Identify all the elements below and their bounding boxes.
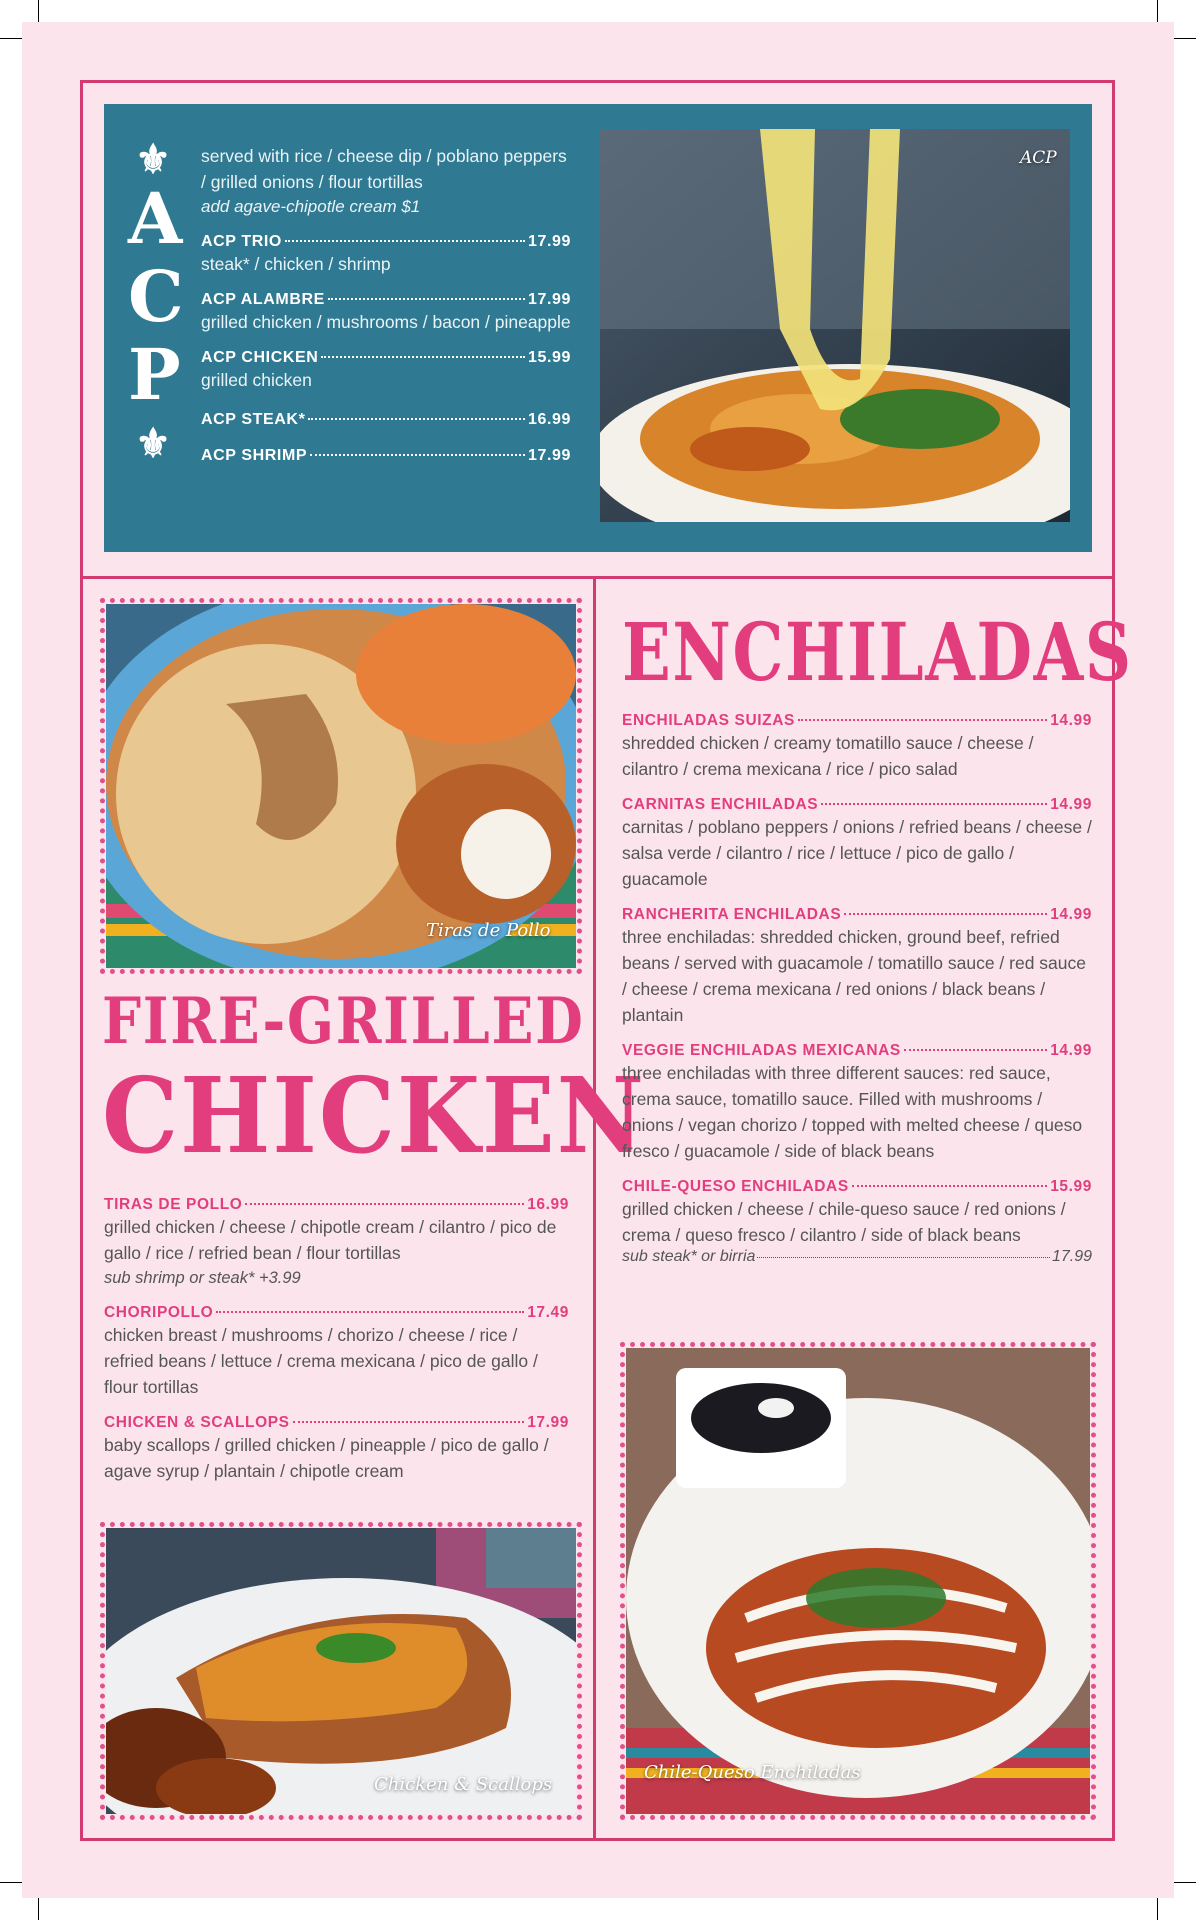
photo-caption: Chile-Queso Enchiladas [644, 1762, 861, 1783]
item-name: VEGGIE ENCHILADAS MEXICANAS [622, 1042, 901, 1059]
photo-caption: ACP [1020, 148, 1057, 168]
item-price: 14.99 [1050, 906, 1092, 923]
leader-dots [293, 1421, 525, 1423]
item-price: 17.99 [527, 1414, 569, 1431]
item-header [622, 906, 1092, 924]
item-header [104, 1414, 569, 1432]
item-header [104, 1304, 569, 1322]
item-desc: three enchiladas with three different sauces: red sauce, crema sauce, tomatillo sauce. Filled with mushrooms / onions / vegan chorizo / topped with melted cheese / queso fresco / guacamole / side of black beans [622, 1063, 1083, 1161]
divider [593, 576, 596, 1841]
menu-item-enchiladas-suizas [622, 712, 1092, 782]
leader-dots [844, 913, 1047, 915]
item-header [104, 1196, 569, 1214]
fleur-icon: ⚜ [135, 420, 171, 467]
item-desc: carnitas / poblano peppers / onions / refried beans / cheese / salsa verde / cilantro / rice / lettuce / pico de gallo / guacamole [622, 817, 1092, 889]
menu-item-acp-steak [201, 411, 571, 429]
item-header [622, 796, 1092, 814]
item-desc: grilled chicken / cheese / chipotle cream / cilantro / pico de gallo / rice / refried bean / flour tortillas [104, 1217, 557, 1263]
item-price: 14.99 [1050, 1042, 1092, 1059]
section-title-chicken: CHICKEN [102, 1054, 646, 1177]
item-name: CHICKEN & SCALLOPS [104, 1414, 290, 1431]
item-price: 17.99 [527, 233, 571, 250]
side-letter: A [128, 177, 183, 260]
menu-item-carnitas-enchiladas [622, 796, 1092, 892]
item-name: TIRAS DE POLLO [104, 1196, 243, 1213]
leader-dots [245, 1203, 524, 1205]
leader-dots [757, 1257, 1050, 1258]
item-price: 17.49 [527, 1304, 569, 1321]
item-name: CHORIPOLLO [104, 1304, 214, 1321]
item-name: ACP CHICKEN [201, 349, 319, 366]
menu-item-rancherita-enchiladas [622, 906, 1092, 1028]
menu-item-acp-shrimp [201, 447, 571, 465]
photo-border [620, 1342, 1096, 1820]
item-desc: shredded chicken / creamy tomatillo sauce / cheese / cilantro / crema mexicana / rice / pico salad [622, 733, 1034, 779]
item-desc: grilled chicken [201, 370, 312, 390]
side-letter: C [128, 255, 184, 338]
item-desc: chicken breast / mushrooms / chorizo / cheese / rice / refried beans / lettuce / crema mexicana / pico de gallo / flour tortillas [104, 1325, 538, 1397]
item-desc: steak* / chicken / shrimp [201, 254, 391, 274]
leader-dots [310, 454, 525, 456]
leader-dots [216, 1311, 524, 1313]
divider [80, 576, 1115, 579]
item-price: 17.99 [527, 447, 571, 464]
menu-item-tiras-de-pollo [104, 1196, 569, 1290]
acp-menu [201, 143, 571, 465]
item-desc: baby scallops / grilled chicken / pineapple / pico de gallo / agave syrup / plantain / chipotle cream [104, 1435, 549, 1481]
menu-item-chile-queso-enchiladas [622, 1178, 1092, 1266]
fleur-icon: ⚜ [135, 136, 171, 183]
item-desc: grilled chicken / cheese / chile-queso sauce / red onions / crema / queso fresco / cilantro / side of black beans [622, 1199, 1066, 1245]
item-price: 17.99 [527, 291, 571, 308]
menu-item-chicken-scallops [104, 1414, 569, 1484]
acp-intro-note: add agave-chipotle cream $1 [201, 197, 421, 216]
acp-intro: served with rice / cheese dip / poblano peppers / grilled onions / flour tortillas [201, 146, 567, 192]
item-desc: three enchiladas: shredded chicken, ground beef, refried beans / served with guacamole / tomatillo sauce / red sauce / cheese / crema mexicana / red onions / black beans / plantain [622, 927, 1086, 1025]
menu-item-choripollo [104, 1304, 569, 1400]
menu-item-veggie-enchiladas [622, 1042, 1092, 1164]
item-price: 15.99 [527, 349, 571, 366]
item-name: ACP ALAMBRE [201, 291, 325, 308]
item-price: 16.99 [527, 1196, 569, 1213]
item-name: CARNITAS ENCHILADAS [622, 796, 819, 813]
sub-note-price: 17.99 [1051, 1248, 1092, 1265]
item-header [622, 1178, 1092, 1196]
side-letter: P [128, 333, 181, 416]
item-price: 14.99 [1050, 712, 1092, 729]
item-name: ACP STEAK* [201, 411, 306, 428]
menu-item-acp-alambre [201, 291, 571, 309]
acp-photo-illustration [600, 129, 1070, 522]
item-header [622, 1042, 1092, 1060]
menu-item-acp-trio [201, 233, 571, 251]
sub-note-text: sub steak* or birria [622, 1248, 756, 1265]
leader-dots [308, 418, 525, 420]
acp-food-photo [600, 129, 1070, 522]
item-price: 16.99 [527, 411, 571, 428]
item-price: 15.99 [1050, 1178, 1092, 1195]
leader-dots [904, 1049, 1047, 1051]
photo-caption: Chicken & Scallops [374, 1774, 553, 1795]
item-name: ACP SHRIMP [201, 447, 308, 464]
item-header [622, 712, 1092, 730]
item-desc: grilled chicken / mushrooms / bacon / pineapple [201, 312, 571, 332]
item-note: sub shrimp or steak* +3.99 [104, 1269, 301, 1287]
item-name: CHILE-QUESO ENCHILADAS [622, 1178, 849, 1195]
section-title-enchiladas: ENCHILADAS [622, 605, 1133, 699]
leader-dots [798, 719, 1047, 721]
leader-dots [821, 803, 1047, 805]
chicken-menu [104, 1196, 569, 1498]
item-price: 14.99 [1050, 796, 1092, 813]
item-name: RANCHERITA ENCHILADAS [622, 906, 842, 923]
enchiladas-menu [622, 712, 1092, 1280]
section-title-fire-grilled: FIRE-GRILLED [102, 984, 585, 1059]
photo-caption: Tiras de Pollo [426, 920, 551, 941]
sub-note [622, 1248, 1092, 1266]
leader-dots [321, 356, 525, 358]
photo-border [100, 598, 582, 974]
acp-side-title [128, 136, 184, 520]
item-name: ACP TRIO [201, 233, 282, 250]
menu-item-acp-chicken [201, 349, 571, 367]
leader-dots [285, 240, 525, 242]
item-name: ENCHILADAS SUIZAS [622, 712, 795, 729]
leader-dots [328, 298, 525, 300]
leader-dots [852, 1185, 1047, 1187]
